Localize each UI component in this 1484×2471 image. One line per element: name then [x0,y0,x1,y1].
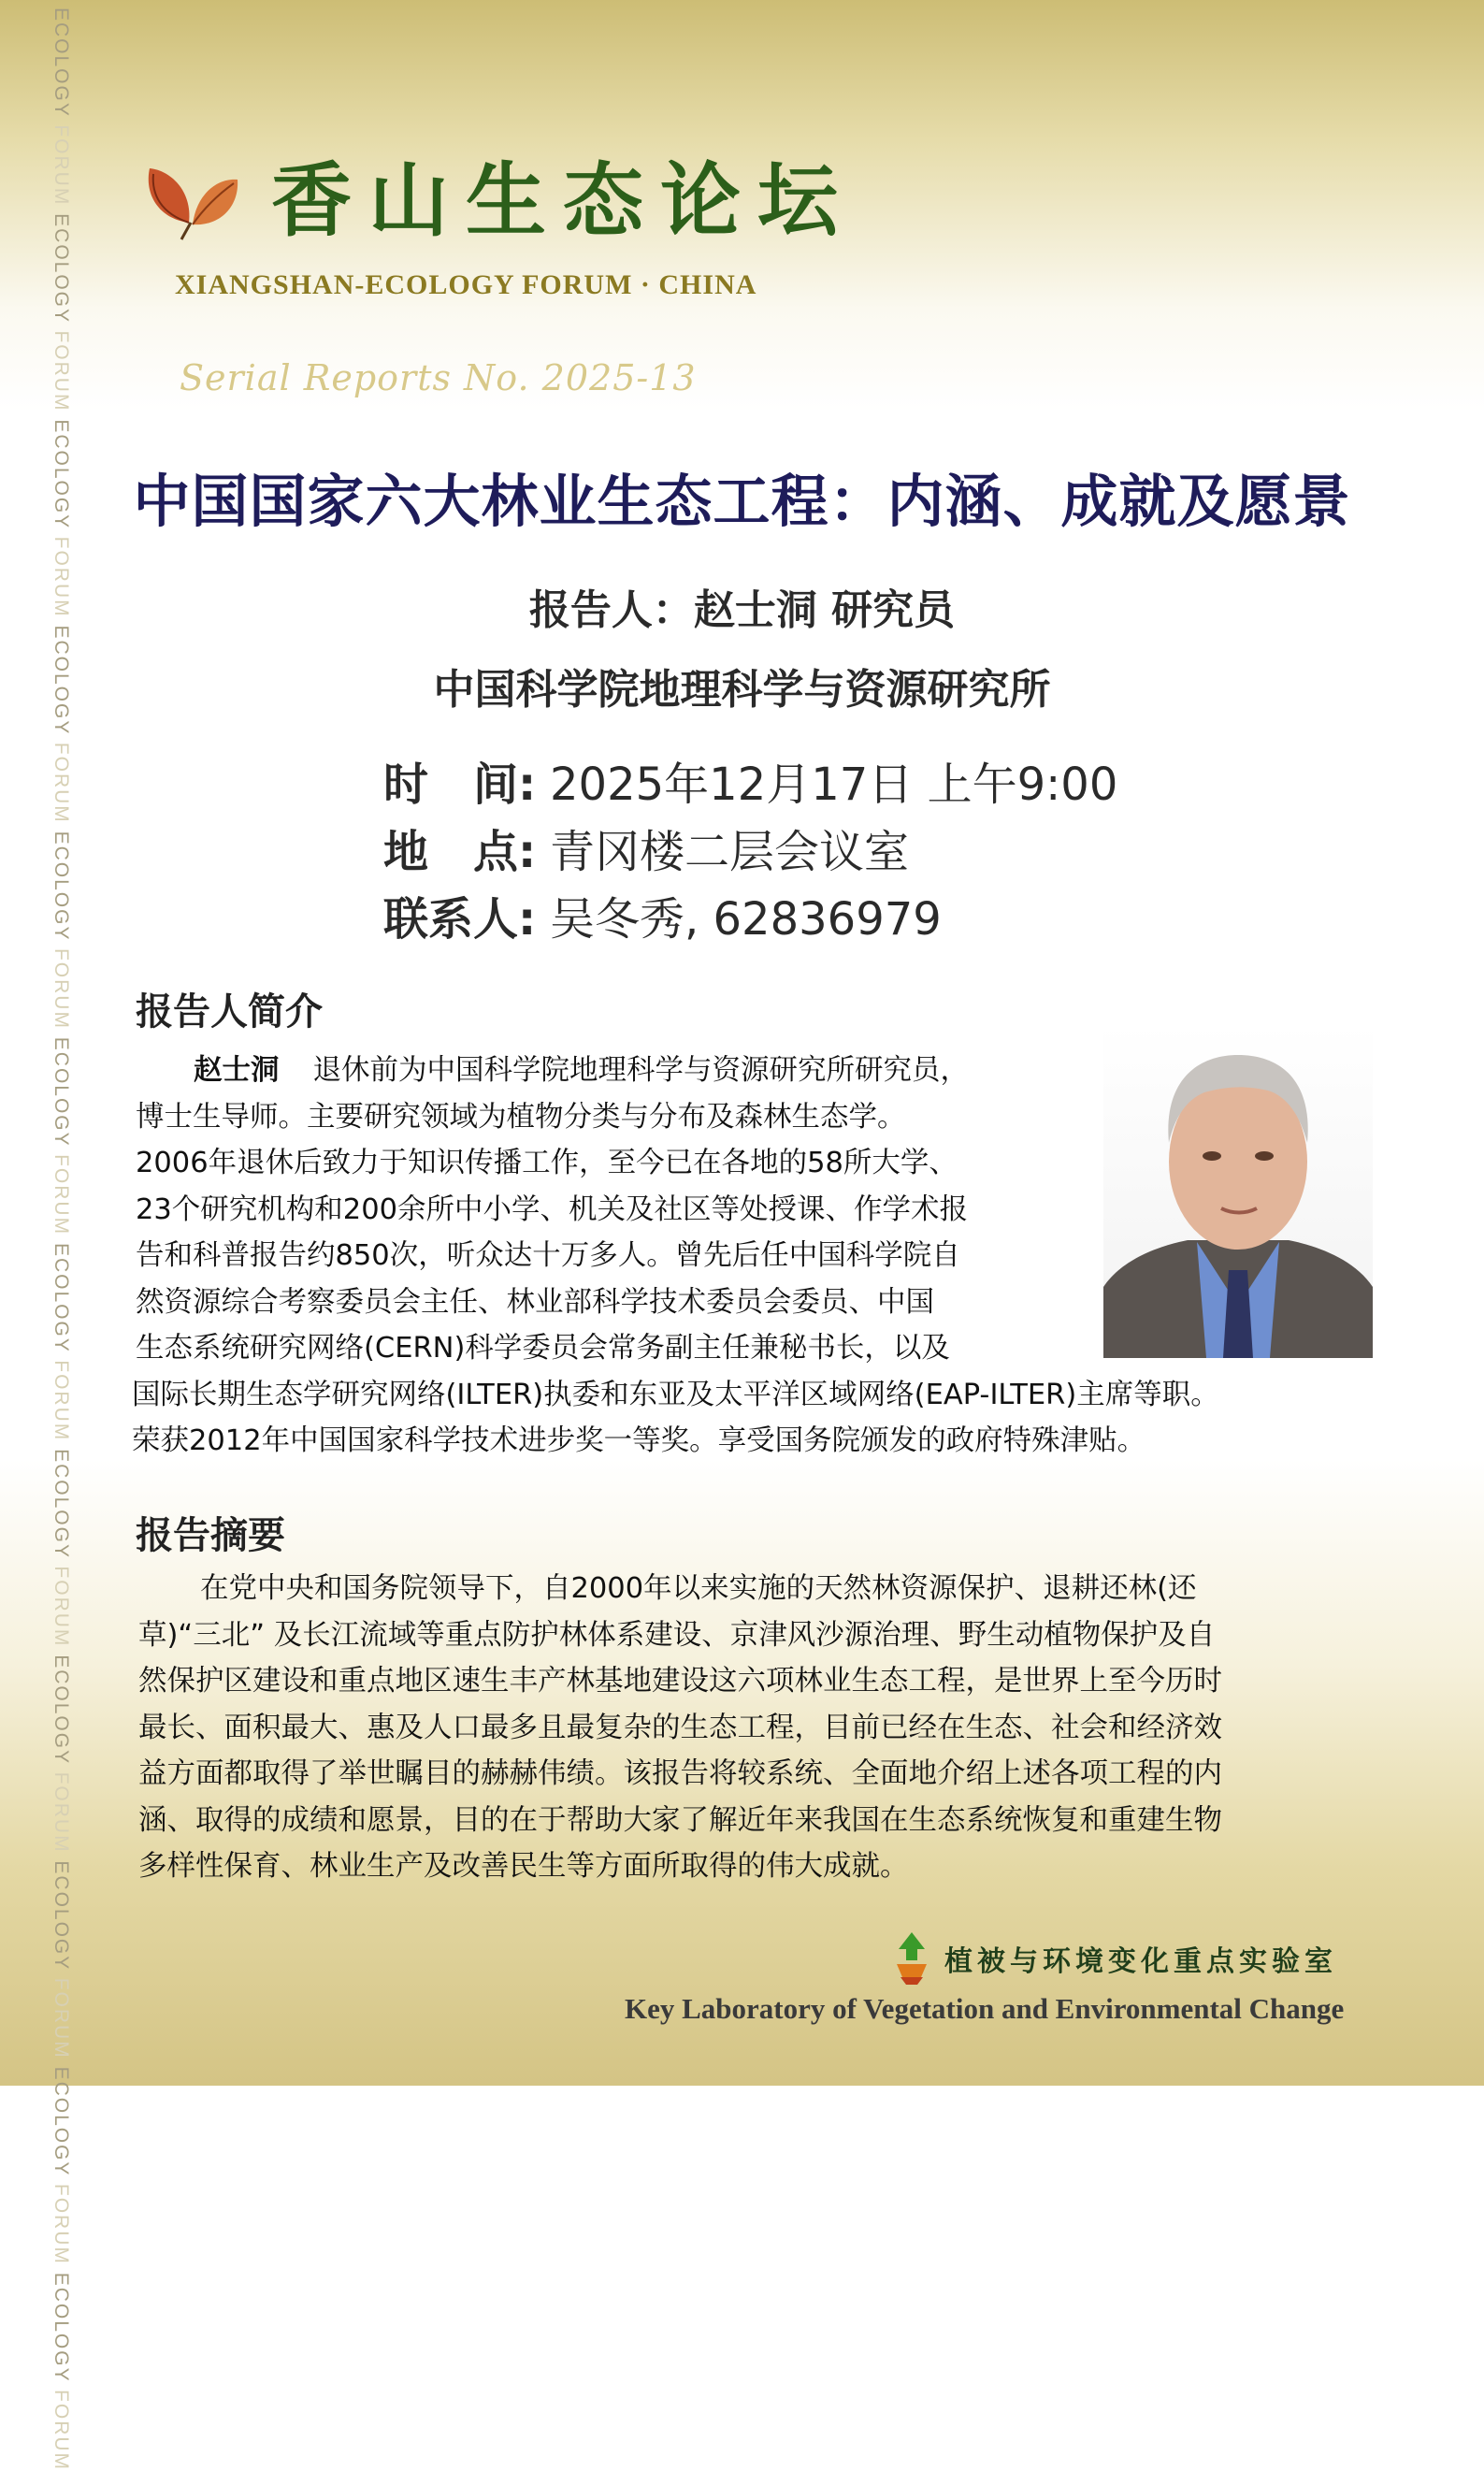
time-value: 2025年12月17日 上午9:00 [550,759,1118,811]
bio-line: 然资源综合考察委员会主任、林业部科学技术委员会委员、中国 [136,1285,934,1319]
bio-line: 国际长期生态学研究网络(ILTER)执委和东亚及太平洋区域网络(EAP-ILTER)主席等职。 [132,1378,1219,1411]
lab-name-en: Key Laboratory of Vegetation and Environmental Change [625,1992,1345,2025]
leaf-logo-icon [140,157,243,241]
report-title: 中国国家六大林业生态工程：内涵、成就及愿景 [133,469,1351,535]
bio-heading: 报告人简介 [136,990,323,1033]
forum-subtitle-en: XIANGSHAN-ECOLOGY FORUM · CHINA [175,269,757,300]
bio-line: 博士生导师。主要研究领域为植物分类与分布及森林生态学。 [136,1100,906,1134]
abstract-line: 益方面都取得了举世瞩目的赫赫伟绩。该报告将较系统、全面地介绍上述各项工程的内 [138,1757,1222,1790]
institute-line: 中国科学院地理科学与资源研究所 [433,666,1051,714]
bio-line: 生态系统研究网络(CERN)科学委员会常务副主任兼秘书长，以及 [136,1332,950,1365]
bio-line-1: 退休前为中国科学院地理科学与资源研究所研究员， [312,1054,969,1087]
place-label: 地 点: [383,826,537,878]
forum-title-cn: 香山生态论坛 [271,153,855,248]
side-banner [50,0,72,2471]
abstract-line: 然保护区建设和重点地区速生丰产林基地建设这六项林业生态工程，是世界上至今历时 [138,1665,1222,1698]
abstract-line: 涵、取得的成绩和愿景，目的在于帮助大家了解近年来我国在生态系统恢复和重建生物 [138,1803,1222,1837]
abstract-line: 多样性保育、林业生产及改善民生等方面所取得的伟大成就。 [138,1850,909,1883]
abstract-line: 最长、面积最大、惠及人口最多且最复杂的生态工程，目前已经在生态、社会和经济效 [138,1711,1222,1744]
speaker-portrait [1103,1025,1373,1358]
time-label: 时 间: [383,759,537,811]
speaker-line: 报告人：赵士洞 研究员 [528,586,956,634]
abstract-text [138,1566,1391,1890]
contact-value: 吴冬秀, 62836979 [550,893,942,946]
place-value: 青冈楼二层会议室 [550,826,910,878]
bio-line: 告和科普报告约850次，听众达十万多人。曾先后任中国科学院自 [136,1239,960,1272]
bio-line: 23个研究机构和200余所中小学、机关及社区等处授课、作学术报 [136,1192,969,1226]
side-banner-text: ECOLOGY FORUM ECOLOGY FORUM ECOLOGY FORUM ECOLOGY FORUM ECOLOGY FORUM ECOLOGY FORUM ECOLOGY FORUM ECOLOGY FORUM ECOLOGY FORUM ECOLOGY FORUM ECOLOGY FORUM ECOLOGY FORUM [50,7,72,2471]
bio-line: 荣获2012年中国国家科学技术进步奖一等奖。享受国务院颁发的政府特殊津贴。 [132,1424,1146,1457]
abstract-heading: 报告摘要 [136,1514,285,1557]
abstract-line: 草)“三北” 及长江流域等重点防护林体系建设、京津风沙源治理、野生动植物保护及自 [138,1618,1216,1652]
abstract-line-1: 在党中央和国务院领导下，自2000年以来实施的天然林资源保护、退耕还林(还 [200,1572,1197,1605]
bio-name: 赵士洞 [194,1054,280,1087]
lab-name-cn: 植被与环境变化重点实验室 [944,1945,1337,1978]
time-row [383,748,1117,813]
contact-label: 联系人: [383,893,537,946]
contact-row [383,883,942,947]
bio-line: 2006年退休后致力于知识传播工作，至今已在各地的58所大学、 [136,1147,958,1179]
serial-number: Serial Reports No. 2025-13 [180,357,697,398]
lab-logo-icon [893,1932,930,1985]
place-row [383,816,909,880]
abstract-line [138,1566,1391,1612]
